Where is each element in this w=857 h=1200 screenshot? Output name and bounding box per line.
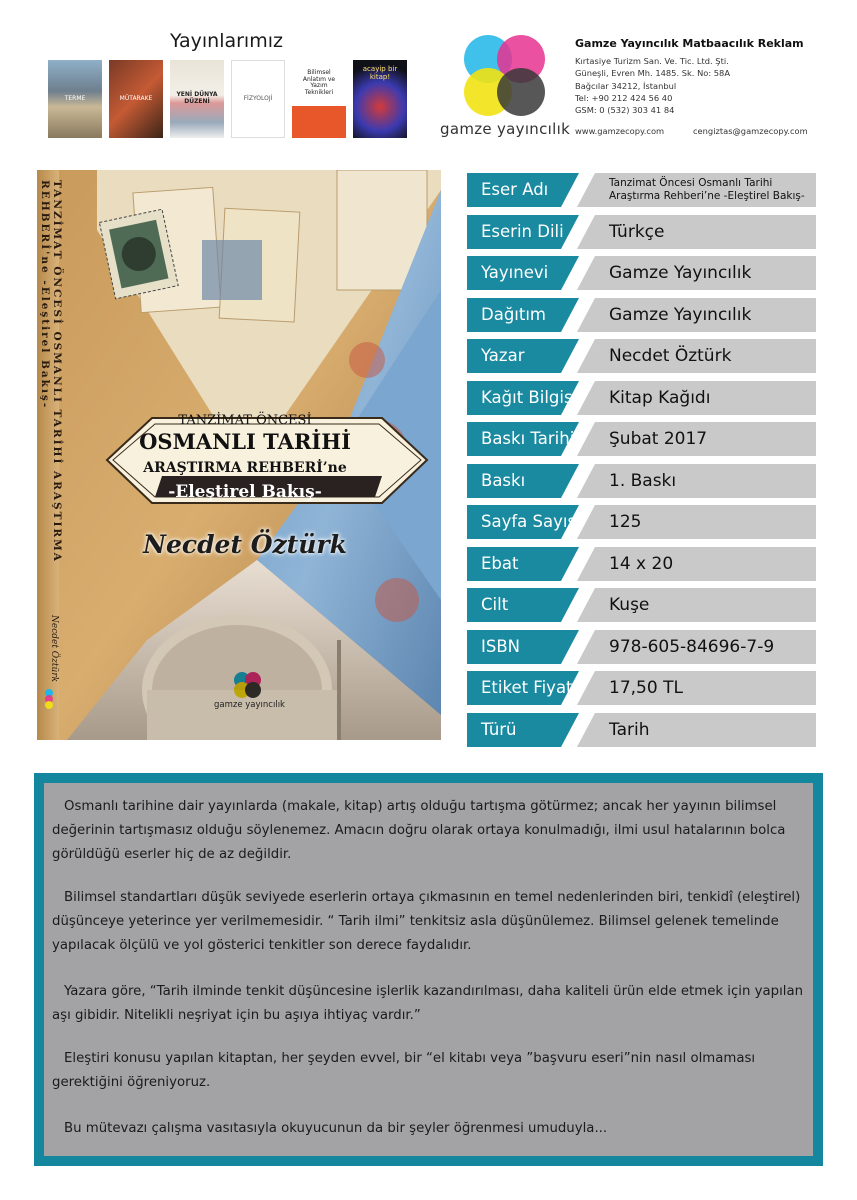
info-row [467,588,816,622]
description-paragraph-5: Bu mütevazı çalışma vasıtasıyla okuyucunun da bir şeyler öğrenmesi umuduyla... [64,1121,608,1136]
thumb-orange-block [292,106,346,138]
description-paragraph-4: Eleştiri konusu yapılan kitaptan, her şeyden evvel, bir “el kitabı veya ”başvuru eseri”nin nasıl olmaması gerektiğini öğreniyoruz. [52,1051,756,1090]
cover-title-line2: ARAŞTIRMA REHBERİ’ne [143,460,347,476]
company-name: Gamze Yayıncılık Matbaacılık Reklam [575,37,804,50]
book-thumb-terme[interactable]: TERME [48,60,102,138]
info-label-tab [467,298,597,332]
gamze-logo-text: gamze yayıncılık [440,120,571,138]
cover-title: OSMANLI TARİHİ [139,429,351,454]
spine-title: TANZİMAT ÖNCESİ OSMANLI TARİHİ ARAŞTIRMA REHBERİ'ne -Eleştirel Bakış- [39,180,63,563]
info-label: Sayfa Sayısı [481,512,581,531]
book-thumb-yeni-dunya[interactable]: YENİ DÜNYA DÜZENİ [170,60,224,138]
cover-subtitle: TANZİMAT ÖNCESİ [178,413,312,428]
info-value: Tanzimat Öncesi Osmanlı Tarihi Araştırma Rehberi’ne -Eleştirel Bakış- [609,177,805,202]
info-label-tab [467,173,597,207]
info-value: Necdet Öztürk [609,346,732,366]
info-value: 17,50 TL [609,678,683,698]
info-value: Gamze Yayıncılık [609,263,752,283]
publications-title: Yayınlarımız [170,30,283,52]
gamze-logo-icon [440,30,555,130]
cover-author: Necdet Öztürk [143,530,347,559]
cover-publisher-logo: gamze yayıncılık [214,700,285,710]
info-row [467,505,816,539]
publications-thumbnails [48,60,407,138]
spine-logo-icon [43,688,55,710]
info-value: Kuşe [609,595,650,615]
info-label-tab [467,630,597,664]
info-value: 14 x 20 [609,553,674,574]
company-address: Kırtasiye Turizm San. Ve. Tic. Ltd. Şti. Güneşli, Evren Mh. 1485. Sk. No: 58A Bağcılar 34212, İstanbul Tel: +90 212 424 56 40 GSM: 0 (532) 303 41 84 [575,56,731,116]
info-label: Kağıt Bilgisi [481,387,578,407]
info-label-tab [467,713,597,747]
info-value: Gamze Yayıncılık [609,304,752,325]
info-label-tab [467,464,597,498]
info-label: Baskı Tarihi [481,429,575,448]
book-thumb-red[interactable]: MÜTARAKE [109,60,163,138]
info-label: Eserin Dili [481,221,564,241]
info-value: Şubat 2017 [609,429,708,449]
info-value: 125 [609,512,642,532]
info-row [467,339,816,373]
info-label: Baskı [481,470,526,490]
info-label-tab [467,588,597,622]
info-value: Tarih [609,719,650,740]
info-row [467,630,816,664]
info-label-tab [467,671,597,705]
info-label: Yayınevi [481,263,549,282]
spine-author: Necdet Öztürk [49,615,59,683]
book-cover [37,170,441,740]
cover-artwork [37,170,441,740]
info-row [467,464,816,498]
info-value: 978-605-84696-7-9 [609,636,775,657]
info-value: Türkçe [609,221,665,242]
info-label: Eser Adı [481,180,549,199]
info-label: Etiket Fiyatı [481,678,578,697]
info-row [467,713,816,747]
info-row [467,422,816,456]
info-row [467,256,816,290]
info-row [467,215,816,249]
info-row [467,381,816,415]
info-value: 1. Baskı [609,470,677,491]
book-thumb-acayip[interactable]: acayip bir kitap! [353,60,407,138]
info-label-tab [467,422,597,456]
info-label-tab [467,381,597,415]
info-label: ISBN [481,636,521,656]
description-paragraph-3: Yazara göre, “Tarih ilminde tenkit düşüncesine işlerlik kazandırılması, daha kaliteli ürün elde etmek için yapılan aşı gibidir. Nitelikli neşriyat için bu aşıya ihtiyaç vardır.” [52,984,804,1023]
book-thumb-fizyoloji[interactable]: FİZYOLOJİ [231,60,285,138]
cover-title-line3: -Eleştirel Bakış- [168,482,322,502]
description-paragraph-2: Bilimsel standartları düşük seviyede eserlerin ortaya çıkmasının en temel nedenlerinden biri, tenkidî (eleştirel) düşünceye yeterince yer verilmemesidir. “ Tarih ilmi” tenkitsiz asla düşünülemez. Bilimsel gelenek temelinde yapılacak ölçülü ve yol gösterici tenkitler son derece faydalıdır. [52,890,801,953]
info-label-tab [467,505,597,539]
book-thumb-bilimsel[interactable]: Bilimsel Anlatım ve Yazım Teknikleri [292,60,346,138]
info-label: Türü [481,719,517,739]
info-label: Ebat [481,553,519,573]
info-label: Dağıtım [481,304,547,324]
info-row [467,298,816,332]
info-label: Cilt [481,595,509,614]
info-label-tab [467,339,597,373]
info-row [467,547,816,581]
website-link[interactable]: www.gamzecopy.com [575,126,665,136]
description-paragraph-1: Osmanlı tarihine dair yayınlarda (makale, kitap) artış olduğu tartışma götürmez; ancak her yayının bilimsel değerinin tartışmasız olduğu söylenemez. Amacın doğru olarak ortaya konulmadığı, ilmi usul hatalarının bolca görüldüğü eserler hiç de az değildir. [52,799,786,862]
info-value: Kitap Kağıdı [609,387,711,408]
email-link[interactable]: cengiztas@gamzecopy.com [693,126,808,136]
info-label-tab [467,215,597,249]
info-label-tab [467,256,597,290]
info-row [467,671,816,705]
info-label-tab [467,547,597,581]
info-row [467,173,816,207]
info-label: Yazar [481,346,525,365]
